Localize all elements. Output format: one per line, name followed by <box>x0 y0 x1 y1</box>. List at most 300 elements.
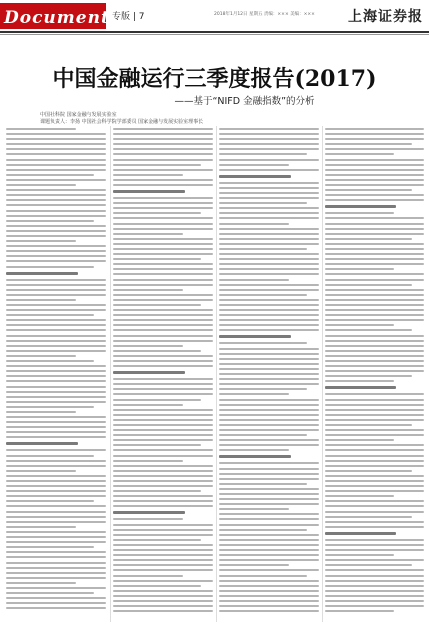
text-line <box>113 153 213 155</box>
text-line <box>6 245 106 247</box>
section-label: 专版 | 7 <box>112 12 145 22</box>
text-line <box>219 279 289 281</box>
text-line <box>219 518 319 520</box>
text-line <box>113 378 213 380</box>
text-line <box>113 559 213 561</box>
text-line <box>6 335 106 337</box>
text-line <box>325 159 424 161</box>
text-line <box>6 272 78 275</box>
text-line <box>325 465 424 467</box>
text-line <box>6 174 94 176</box>
text-line <box>325 419 424 421</box>
text-line <box>6 194 106 196</box>
text-line <box>6 521 106 523</box>
text-line <box>113 429 213 431</box>
text-line <box>219 478 319 480</box>
text-line <box>325 360 424 362</box>
text-line <box>325 279 424 281</box>
text-line <box>6 309 106 311</box>
text-line <box>325 590 424 592</box>
body-column-4 <box>325 128 424 615</box>
text-line <box>219 575 307 577</box>
text-line <box>325 299 424 301</box>
text-line <box>325 526 424 528</box>
text-line <box>325 505 424 507</box>
text-line <box>6 324 106 326</box>
text-line <box>113 223 213 225</box>
text-line <box>113 409 213 411</box>
text-line <box>113 511 185 514</box>
text-line <box>113 324 213 326</box>
text-line <box>219 468 319 470</box>
text-line <box>113 289 183 291</box>
text-line <box>113 490 201 492</box>
text-line <box>113 399 201 401</box>
text-line <box>325 399 424 401</box>
text-line <box>6 250 106 252</box>
text-line <box>113 544 213 546</box>
text-line <box>113 329 213 331</box>
text-line <box>219 498 319 500</box>
text-line <box>219 610 319 612</box>
text-line <box>219 554 319 556</box>
text-line <box>113 564 213 566</box>
text-line <box>6 289 106 291</box>
text-line <box>219 202 307 204</box>
text-line <box>219 263 319 265</box>
text-line <box>113 585 201 587</box>
text-line <box>6 164 106 166</box>
issue-info: 2018年1月12日 星期五 责编：××× 美编：××× <box>214 12 315 17</box>
text-line <box>219 164 289 166</box>
text-line <box>6 562 106 564</box>
text-line <box>325 179 424 181</box>
text-line <box>219 268 319 270</box>
text-line <box>113 207 213 209</box>
text-line <box>219 388 307 390</box>
text-line <box>6 220 94 222</box>
text-line <box>6 582 76 584</box>
text-line <box>219 228 319 230</box>
text-line <box>6 567 106 569</box>
text-line <box>6 592 94 594</box>
text-line <box>219 138 319 140</box>
text-line <box>219 342 307 344</box>
text-line <box>113 449 213 451</box>
text-line <box>6 602 106 604</box>
text-line <box>6 240 76 242</box>
text-line <box>325 564 412 566</box>
text-line <box>219 273 319 275</box>
text-line <box>219 368 319 370</box>
text-line <box>6 531 106 533</box>
text-line <box>113 360 213 362</box>
text-line <box>113 595 213 597</box>
text-line <box>113 243 213 245</box>
text-line <box>113 268 213 270</box>
text-line <box>113 238 213 240</box>
text-line <box>219 187 319 189</box>
text-line <box>113 495 213 497</box>
text-line <box>113 393 213 395</box>
text-line <box>6 179 106 181</box>
text-line <box>219 393 289 395</box>
text-line <box>6 490 106 492</box>
text-line <box>6 597 106 599</box>
text-line <box>6 406 94 408</box>
text-line <box>6 556 106 558</box>
text-line <box>6 421 106 423</box>
text-line <box>325 169 424 171</box>
text-line <box>113 470 213 472</box>
text-line <box>219 564 289 566</box>
text-line <box>325 217 424 219</box>
text-line <box>6 128 76 130</box>
text-line <box>113 480 213 482</box>
text-line <box>113 273 213 275</box>
text-line <box>113 383 213 385</box>
text-line <box>325 205 396 208</box>
text-line <box>325 393 424 395</box>
text-line <box>219 473 319 475</box>
text-line <box>6 495 106 497</box>
text-line <box>6 391 106 393</box>
text-line <box>6 401 106 403</box>
text-line <box>6 426 106 428</box>
text-line <box>113 190 185 193</box>
text-line <box>113 263 213 265</box>
text-line <box>219 217 319 219</box>
column-divider-1 <box>110 126 111 622</box>
text-line <box>6 279 106 281</box>
text-line <box>113 184 213 186</box>
text-line <box>325 575 424 577</box>
text-line <box>219 559 319 561</box>
text-line <box>219 580 319 582</box>
text-line <box>325 375 412 377</box>
text-line <box>219 455 291 458</box>
brand-word: Document <box>4 8 110 28</box>
text-line <box>113 148 213 150</box>
text-line <box>219 233 319 235</box>
text-line <box>219 314 319 316</box>
text-line <box>113 444 201 446</box>
text-line <box>113 485 213 487</box>
header-rule <box>0 31 429 33</box>
text-line <box>219 143 319 145</box>
text-line <box>113 159 213 161</box>
text-line <box>6 431 106 433</box>
text-line <box>113 554 213 556</box>
text-line <box>6 516 106 518</box>
text-line <box>219 373 319 375</box>
text-line <box>219 378 319 380</box>
text-line <box>6 505 106 507</box>
text-line <box>219 549 319 551</box>
text-line <box>6 230 106 232</box>
text-line <box>219 595 319 597</box>
text-line <box>219 207 319 209</box>
text-line <box>219 399 319 401</box>
text-line <box>113 299 213 301</box>
text-line <box>219 192 319 194</box>
text-line <box>113 294 213 296</box>
text-line <box>325 409 424 411</box>
text-line <box>219 449 289 451</box>
text-line <box>325 554 394 556</box>
text-line <box>113 610 213 612</box>
text-line <box>6 485 106 487</box>
text-line <box>6 314 94 316</box>
authors-line-1: 中国社科院 国家金融与发展实验室 <box>40 112 117 118</box>
text-line <box>325 128 424 130</box>
text-line <box>325 148 424 150</box>
text-line <box>6 345 106 347</box>
text-line <box>113 518 183 520</box>
text-line <box>113 475 213 477</box>
text-line <box>325 324 394 326</box>
text-line <box>325 174 424 176</box>
text-line <box>113 549 213 551</box>
text-line <box>6 375 106 377</box>
text-line <box>325 470 412 472</box>
text-line <box>325 268 394 270</box>
text-line <box>219 248 307 250</box>
text-line <box>219 444 319 446</box>
text-line <box>325 184 424 186</box>
text-line <box>219 539 319 541</box>
text-line <box>325 386 396 389</box>
text-line <box>219 324 319 326</box>
text-line <box>325 335 424 337</box>
text-line <box>219 348 319 350</box>
text-line <box>6 184 76 186</box>
text-line <box>219 590 319 592</box>
text-line <box>6 370 106 372</box>
text-line <box>325 340 424 342</box>
text-line <box>219 253 319 255</box>
text-line <box>113 605 213 607</box>
text-line <box>6 189 106 191</box>
text-line <box>219 133 319 135</box>
text-line <box>219 493 319 495</box>
text-line <box>325 289 424 291</box>
text-line <box>325 309 424 311</box>
text-line <box>219 238 319 240</box>
text-line <box>6 260 106 262</box>
text-line <box>113 197 213 199</box>
text-line <box>325 511 424 513</box>
text-line <box>219 319 319 321</box>
text-line <box>219 223 289 225</box>
text-line <box>113 279 213 281</box>
text-line <box>325 516 412 518</box>
text-line <box>219 544 319 546</box>
text-line <box>6 133 106 135</box>
text-line <box>6 470 76 472</box>
text-line <box>219 508 289 510</box>
text-line <box>6 411 76 413</box>
text-line <box>325 490 424 492</box>
text-line <box>6 329 106 331</box>
text-line <box>325 263 424 265</box>
header-thin-rule <box>0 34 429 35</box>
text-line <box>219 434 307 436</box>
text-line <box>113 340 213 342</box>
text-line <box>325 194 424 196</box>
text-line <box>325 424 412 426</box>
text-line <box>325 521 424 523</box>
text-line <box>113 179 213 181</box>
text-line <box>6 266 94 268</box>
text-line <box>6 460 106 462</box>
body-column-2 <box>113 128 213 615</box>
text-line <box>219 513 319 515</box>
article-authors <box>40 112 260 126</box>
text-line <box>113 424 213 426</box>
text-line <box>113 217 213 219</box>
text-line <box>113 590 213 592</box>
text-line <box>6 235 106 237</box>
text-line <box>219 182 319 184</box>
text-line <box>219 175 291 178</box>
text-line <box>6 526 76 528</box>
text-line <box>113 143 213 145</box>
text-line <box>113 355 213 357</box>
text-line <box>113 350 201 352</box>
text-line <box>325 153 394 155</box>
text-line <box>325 449 424 451</box>
text-line <box>113 319 213 321</box>
text-line <box>325 414 424 416</box>
text-line <box>6 355 76 357</box>
text-line <box>325 370 424 372</box>
text-line <box>325 404 424 406</box>
text-line <box>113 335 213 337</box>
text-line <box>219 404 319 406</box>
text-line <box>325 585 424 587</box>
column-divider-3 <box>322 126 323 622</box>
text-line <box>113 309 213 311</box>
text-line <box>6 350 106 352</box>
text-line <box>6 365 106 367</box>
text-line <box>219 358 319 360</box>
text-line <box>113 434 213 436</box>
text-line <box>219 524 319 526</box>
text-line <box>325 569 424 571</box>
text-line <box>113 580 213 582</box>
text-line <box>219 329 319 331</box>
text-line <box>219 414 319 416</box>
text-line <box>6 380 106 382</box>
text-line <box>325 212 394 214</box>
text-line <box>113 455 213 457</box>
text-line <box>325 500 424 502</box>
text-line <box>325 495 394 497</box>
text-line <box>325 294 424 296</box>
text-line <box>325 258 424 260</box>
text-line <box>325 319 424 321</box>
text-line <box>219 243 319 245</box>
text-line <box>6 436 106 438</box>
text-line <box>219 409 319 411</box>
text-line <box>6 396 106 398</box>
text-line <box>219 488 319 490</box>
text-line <box>219 309 319 311</box>
text-line <box>6 577 106 579</box>
text-line <box>325 365 424 367</box>
text-line <box>325 228 424 230</box>
text-line <box>113 505 213 507</box>
text-line <box>113 248 213 250</box>
text-line <box>325 189 412 191</box>
article-subtitle: ——基于“NIFD 金融指数”的分析 <box>174 96 315 107</box>
authors-line-2: 课题负责人：李扬 中国社会科学院学部委员 国家金融与发展实验室理事长 <box>40 119 204 125</box>
text-line <box>219 503 319 505</box>
text-line <box>219 534 319 536</box>
text-line <box>325 355 424 357</box>
text-line <box>325 233 424 235</box>
text-line <box>219 585 319 587</box>
text-line <box>219 197 319 199</box>
text-line <box>113 388 213 390</box>
newspaper-logo: 上海证券报 <box>348 9 423 25</box>
text-line <box>6 465 106 467</box>
text-line <box>6 536 106 538</box>
text-line <box>325 429 424 431</box>
body-column-3 <box>219 128 319 615</box>
text-line <box>219 128 319 130</box>
text-line <box>6 148 106 150</box>
text-line <box>113 133 213 135</box>
text-line <box>325 273 424 275</box>
text-line <box>325 549 424 551</box>
text-line <box>325 444 424 446</box>
text-line <box>325 480 424 482</box>
text-line <box>325 329 412 331</box>
text-line <box>325 460 424 462</box>
text-line <box>113 202 213 204</box>
text-line <box>325 455 424 457</box>
text-line <box>219 169 319 171</box>
text-line <box>219 294 307 296</box>
text-line <box>219 353 319 355</box>
text-line <box>6 455 94 457</box>
text-line <box>113 169 213 171</box>
text-line <box>113 345 183 347</box>
text-line <box>113 465 213 467</box>
text-line <box>6 572 106 574</box>
article-title: 中国金融运行三季度报告(2017) <box>52 66 377 92</box>
text-line <box>219 284 319 286</box>
text-line <box>325 133 424 135</box>
text-line <box>219 462 319 464</box>
text-line <box>219 159 319 161</box>
text-line <box>113 304 201 306</box>
text-line <box>219 153 307 155</box>
text-line <box>325 485 424 487</box>
text-line <box>6 225 106 227</box>
text-line <box>325 350 424 352</box>
text-line <box>6 294 106 296</box>
text-line <box>6 541 106 543</box>
text-line <box>325 243 424 245</box>
text-line <box>219 289 319 291</box>
text-line <box>325 580 424 582</box>
text-line <box>6 159 106 161</box>
text-line <box>113 365 213 367</box>
text-line <box>6 138 106 140</box>
